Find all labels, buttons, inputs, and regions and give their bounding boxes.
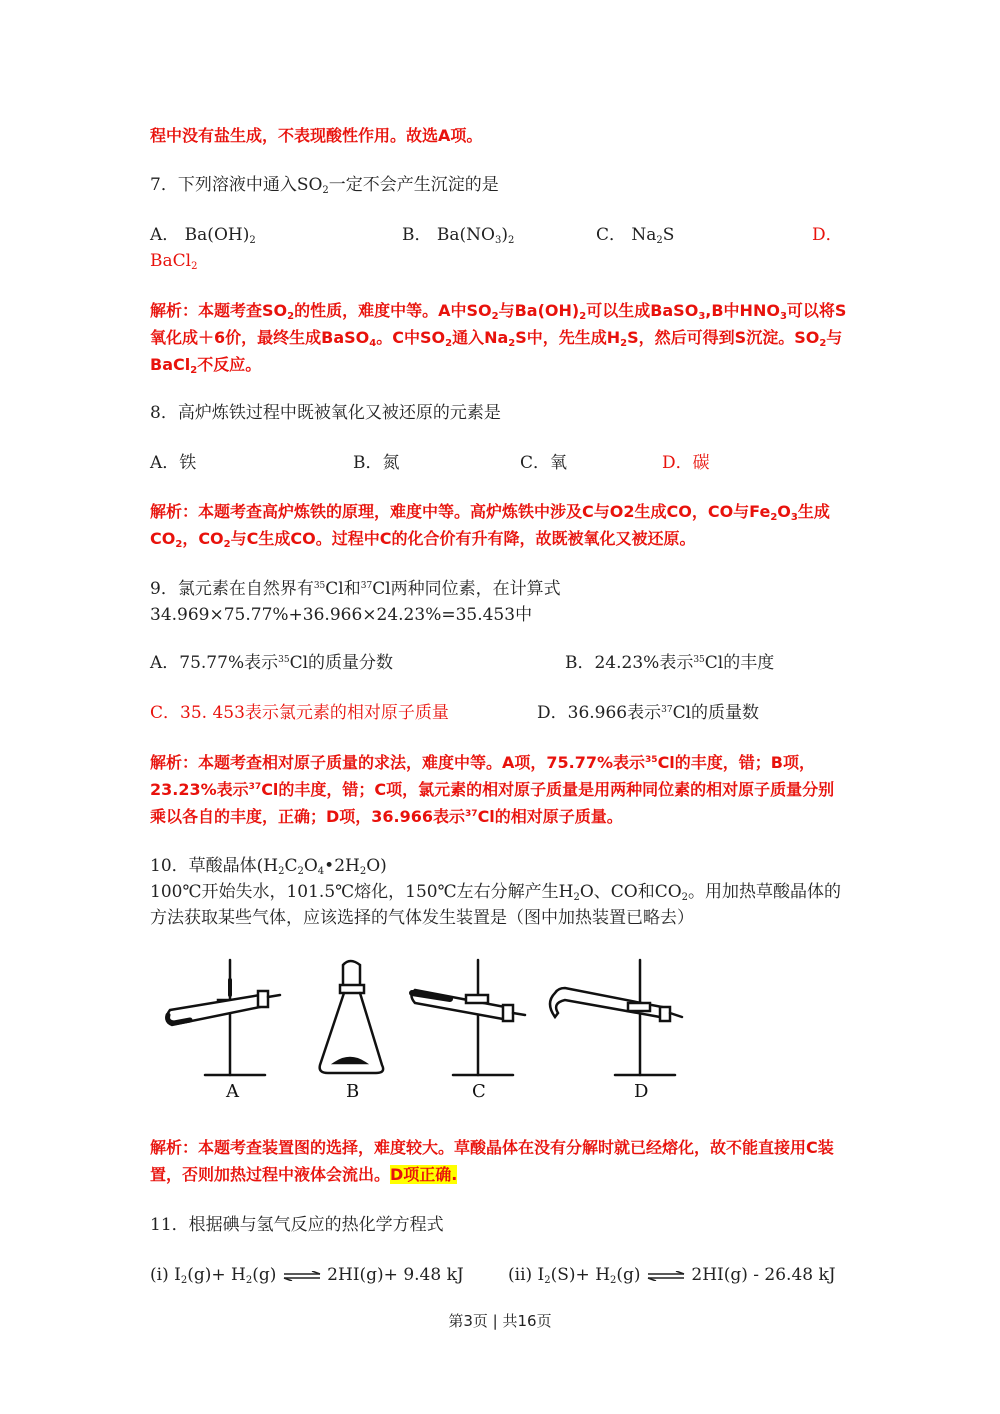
q11-stem: 11．根据碘与氢气反应的热化学方程式 <box>150 1215 444 1235</box>
q9-stem: 9．氯元素在自然界有$^{35}$Cl和$^{37}$Cl两种同位素，在计算式34.969×75.77%+36.966×24.23%=35.453中 <box>150 579 561 625</box>
q9-answer: 解析：本题考查相对原子质量的求法，难度中等。A项，75.77%表示$^{35}$Cl的丰度，错；B项，23.23%表示$^{37}$Cl的丰度，错；C项，氯元素的相对原子质量是用两种同位素的相对原子质量分别乘以各自的丰度，正确；D项，36.966表示$^{37}$Cl的相对原子质量。 <box>150 753 835 826</box>
q8-answer: 解析：本题考查高炉炼铁的原理，难度中等。高炉炼铁中涉及C与O2生成CO，CO与$Fe_2O_3$生成$CO_2$，$CO_2$与C生成CO。过程中C的化合价有升有降，故既被氧化又被还原。 <box>150 502 830 550</box>
prev-answer-tail: 程中没有盐生成，不表现酸性作用。故选A项。 <box>150 126 483 145</box>
q7-option-d-text: BaCl$_2$ <box>150 251 198 272</box>
apparatus-label-d: D <box>634 1081 649 1102</box>
apparatus-d-drawing <box>550 960 682 1075</box>
q7-stem: 7．下列溶液中通入$SO_2$一定不会产生沉淀的是 <box>150 175 499 196</box>
apparatus-label-a: A <box>226 1081 239 1102</box>
q7-option-b: B． $Ba(NO_3)_2$ <box>402 225 515 246</box>
q11-equation-i: (i) $I_2(g)+ H_2(g)$ 2HI(g)+ 9.48 kJ <box>150 1265 464 1286</box>
q9-option-b: B．24.23%表示$^{35}$Cl的丰度 <box>565 653 775 673</box>
q7-option-c: C． $Na_2S$ <box>596 225 675 246</box>
q9-option-a: A．75.77%表示$^{35}$Cl的质量分数 <box>150 653 394 673</box>
q8-stem: 8．高炉炼铁过程中既被氧化又被还原的元素是 <box>150 403 501 423</box>
equilibrium-arrow-icon <box>282 1271 322 1281</box>
q8-option-a: A．铁 <box>150 453 197 473</box>
q8-option-b: B．氮 <box>353 453 400 473</box>
q10-stem-line2: 100℃开始失水，101.5℃熔化，150℃左右分解产生$H_2O$、CO和$CO_2$。用加热草酸晶体的方法获取某些气体，应该选择的气体发生装置是（图中加热装置已略去） <box>150 882 842 928</box>
q8-option-d: D．碳 <box>662 453 710 473</box>
apparatus-label-c: C <box>472 1081 486 1102</box>
apparatus-c-drawing <box>412 960 526 1075</box>
q8-option-c: C．氧 <box>520 453 568 473</box>
q10-answer-highlight: D项正确. <box>390 1165 458 1184</box>
q10-answer: 解析：本题考查装置图的选择，难度较大。草酸晶体在没有分解时就已经熔化，故不能直接用C装置，否则加热过程中液体会流出。D项正确. <box>150 1138 834 1184</box>
apparatus-figure <box>160 955 695 1105</box>
q7-option-d: D． <box>812 225 843 245</box>
equilibrium-arrow-icon <box>646 1271 686 1281</box>
q9-option-d: D．36.966表示$^{37}$Cl的质量数 <box>537 703 760 723</box>
apparatus-a-drawing <box>166 960 280 1075</box>
page-footer: 第3页 | 共16页 <box>448 1312 552 1330</box>
apparatus-label-b: B <box>346 1081 360 1102</box>
q7-option-a: A． $Ba(OH)_2$ <box>150 225 256 246</box>
apparatus-b-drawing <box>320 961 383 1073</box>
q7-answer: 解析：本题考查$SO_2$的性质，难度中等。A中$SO_2$与$Ba(OH)_2$可以生成BaSO$_3$,B中$HNO_3$可以将S氧化成＋6价，最终生成BaSO$_4$。C中$SO_2$通入$Na_2S$中，先生成$H_2S$，然后可得到S沉淀。$SO_2$与BaCl$_2$不反应。 <box>150 301 847 376</box>
q11-equation-ii: (ii) $I_2(S)+ H_2(g)$ 2HI(g) - 26.48 kJ <box>508 1265 836 1286</box>
q9-option-c: C．35. 453表示氯元素的相对原子质量 <box>150 703 449 723</box>
q10-stem-line1: 10．草酸晶体$(H_2C_2O_4•2H_2O)$ <box>150 856 387 877</box>
